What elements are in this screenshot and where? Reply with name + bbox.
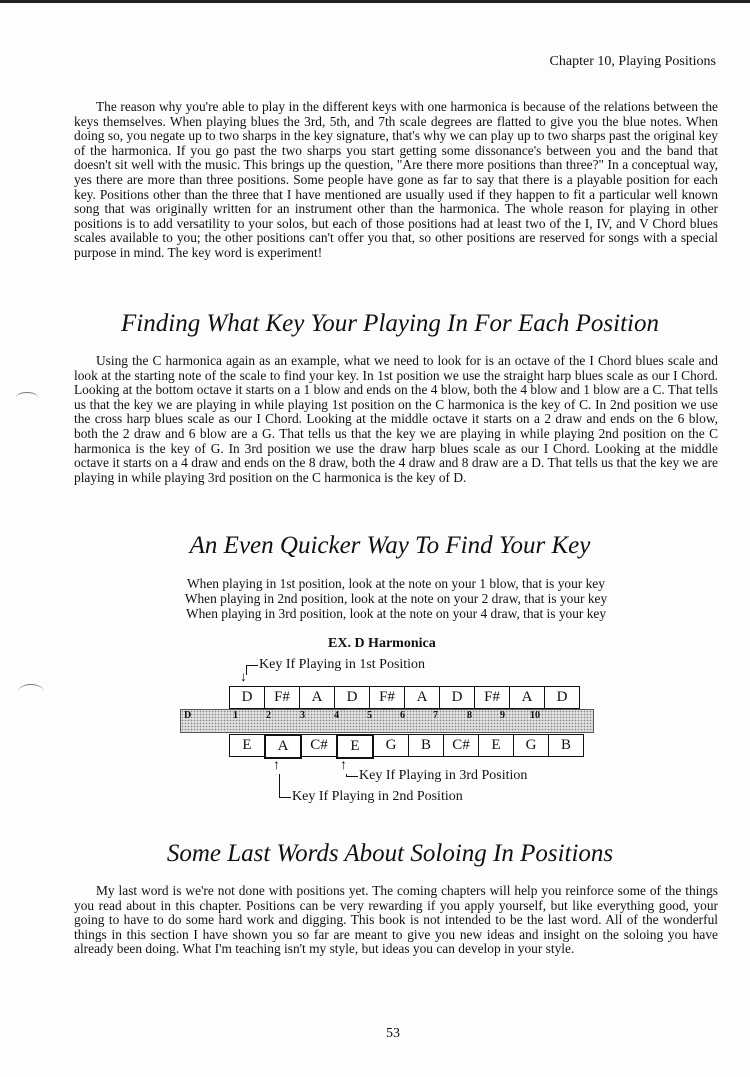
leader-2nd-horizontal — [279, 797, 291, 798]
leader-3rd-horizontal — [346, 776, 358, 777]
blow-note-1: D — [229, 686, 265, 709]
arrow-up-2nd-icon: ↑ — [273, 758, 280, 773]
heading-quicker-way: An Even Quicker Way To Find Your Key — [189, 532, 591, 559]
blow-note-10: D — [544, 686, 580, 709]
blow-note-8: F# — [474, 686, 510, 709]
draw-notes-row — [230, 734, 584, 759]
leader-2nd-vertical — [279, 774, 280, 798]
blow-note-7: D — [439, 686, 475, 709]
blow-note-9: A — [509, 686, 545, 709]
blow-note-6: A — [404, 686, 440, 709]
margin-mark-top — [16, 392, 38, 403]
top-rule — [0, 0, 750, 3]
heading-soloing: Some Last Words About Soloing In Positions — [166, 840, 614, 867]
hole-number-5: 5 — [367, 710, 372, 721]
leader-1st-horizontal — [246, 665, 258, 666]
arrow-down-icon: ↓ — [240, 670, 247, 685]
finding-paragraph: Using the C harmonica again as an example, what we need to look for is an octave of the I Chord blues scale and look at the starting note of the scale to find your key. In 1st position we use the straight harp blues scale as our I Chord. Looking at the bottom octave it starts on a 1 blow and ends on the 4 blow, both the 4 blow and 1 blow are a C. That tells us that the key we are playing in while playing 1st position on the C harmonica is the key of C. In 2nd position we use the cross harp blues scale as our I Chord. Looking at the middle octave it starts on a 2 draw and ends on the 6 blow, both the 2 draw and 6 blow are a G. That tells us that the key we are playing in while playing 2nd position on the C harmonica is the key of G. In 3rd position we use the draw harp blues scale as our I Chord. Looking at the middle octave it starts on a 4 draw and ends on the 8 draw, both the 4 draw and 8 draw are a D. That tells us that the key we are playing in while playing 3rd position on the C harmonica is the key of D. — [74, 353, 718, 485]
blow-notes-row — [230, 686, 580, 709]
quicker-line-3rd: When playing in 3rd position, look at the note on your 4 draw, that is your key — [185, 606, 607, 621]
running-header: Chapter 10, Playing Positions — [549, 54, 716, 69]
hole-number-2: 2 — [266, 710, 271, 721]
quicker-line-1st: When playing in 1st position, look at the note on your 1 blow, that is your key — [187, 576, 605, 591]
draw-note-10: B — [548, 734, 584, 757]
soloing-paragraph: My last word is we're not done with positions yet. The coming chapters will help you reinforce some of the things you read about in this chapter. Positions can be very rewarding if you apply yourself, but like everything good, your going to have to do some hard work and digging. This book is not intended to be the last word. All of the wonderful things in this section I have shown you so far are meant to give you new ideas and insight on the soloing you have already been doing. What I'm teaching isn't my style, but ideas you can develop in your style. — [74, 883, 718, 957]
blow-note-5: F# — [369, 686, 405, 709]
page-number: 53 — [386, 1026, 400, 1041]
draw-note-7: C# — [443, 734, 479, 757]
label-1st-position: Key If Playing in 1st Position — [259, 657, 426, 672]
draw-note-4: E — [336, 734, 374, 759]
draw-note-1: E — [229, 734, 265, 757]
label-3rd-position: Key If Playing in 3rd Position — [359, 768, 528, 783]
hole-number-7: 7 — [433, 710, 438, 721]
draw-note-5: G — [373, 734, 409, 757]
quicker-lines — [74, 576, 718, 621]
draw-note-2: A — [264, 734, 302, 759]
hole-number-10: 10 — [530, 710, 540, 721]
margin-mark-bottom — [18, 684, 44, 699]
intro-paragraph: The reason why you're able to play in the different keys with one harmonica is because of the relations between the keys themselves. When playing blues the 3rd, 5th, and 7th scale degrees are flatted to give you the blue notes. When doing so, you negate up to two sharps in the key signature, that's why we can play up to two sharps past the original key of the harmonica. If you go past the two sharps you start getting some dissonance's between you and the band that doesn't sit well with the music. This brings up the question, "Are there more positions than three?" In a conceptual way, yes there are more than three positions. Some people have gone as far to say that there is a playable position for each key. Positions other than the three that I have mentioned are usually used if they happen to fit a particular well known song that was originally written for an instrument other than the harmonica. The whole reason for playing in other positions is to add versatility to your solos, but each of those positions had at least two of the I, IV, and V Chord blues scales available to you; the other positions can't offer you that, so other positions are reserved for songs with a special purpose in mind. The key word is experiment! — [74, 99, 718, 260]
hole-number-6: 6 — [400, 710, 405, 721]
hole-number-4: 4 — [334, 710, 339, 721]
hole-number-1: 1 — [233, 710, 238, 721]
arrow-up-3rd-icon: ↑ — [340, 758, 347, 773]
example-title: EX. D Harmonica — [328, 636, 436, 651]
hole-number-9: 9 — [500, 710, 505, 721]
draw-note-9: G — [513, 734, 549, 757]
draw-note-6: B — [408, 734, 444, 757]
label-2nd-position: Key If Playing in 2nd Position — [292, 789, 463, 804]
blow-note-3: A — [299, 686, 335, 709]
blow-note-2: F# — [264, 686, 300, 709]
harmonica-key-label: D — [184, 710, 192, 721]
hole-number-3: 3 — [300, 710, 305, 721]
hole-number-8: 8 — [467, 710, 472, 721]
blow-note-4: D — [334, 686, 370, 709]
draw-note-3: C# — [301, 734, 337, 757]
quicker-line-2nd: When playing in 2nd position, look at the note on your 2 draw, that is your key — [184, 591, 608, 606]
heading-finding-key: Finding What Key Your Playing In For Each Position — [121, 310, 659, 337]
draw-note-8: E — [478, 734, 514, 757]
